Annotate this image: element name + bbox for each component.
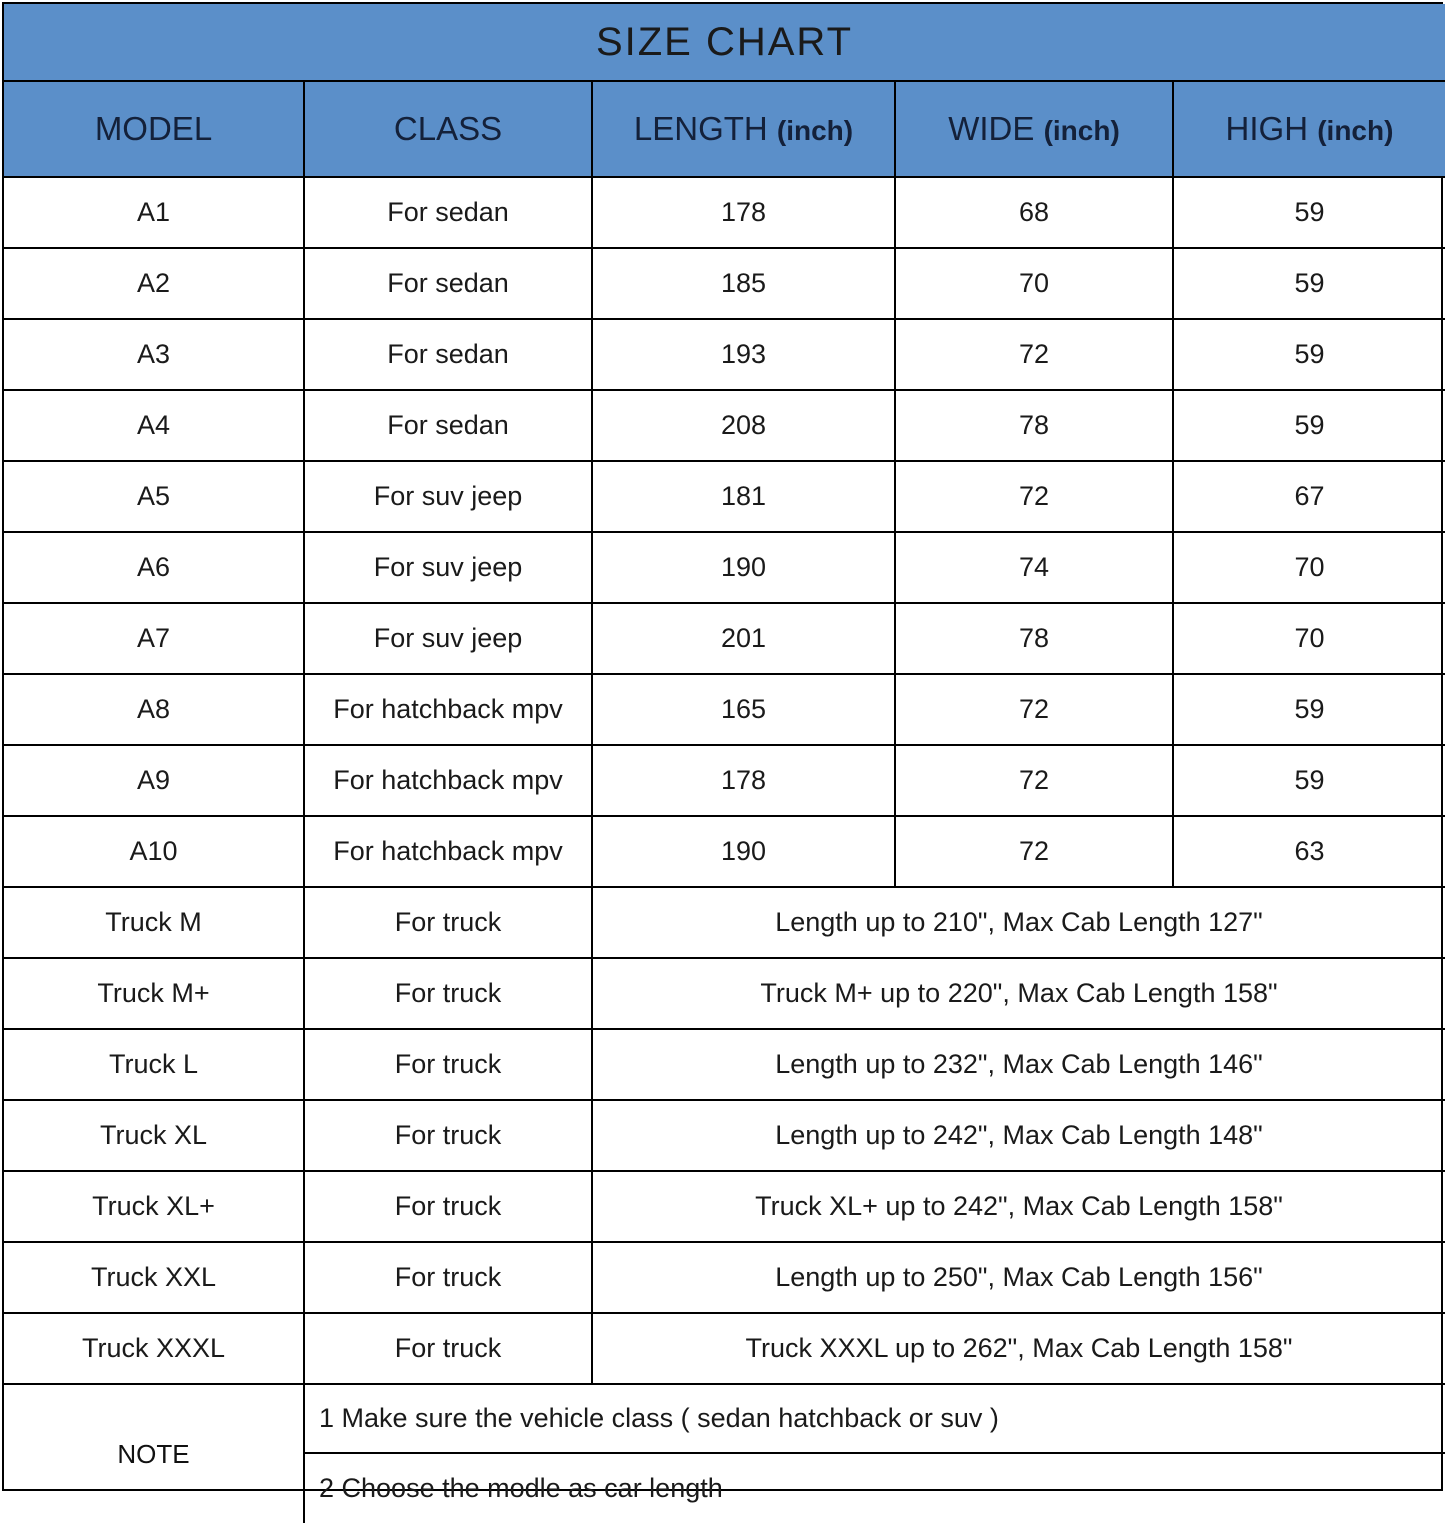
- cell-high: 70: [1173, 532, 1445, 603]
- column-header-model: MODEL: [4, 81, 304, 177]
- table-row-truck: [4, 958, 1445, 1029]
- cell-model: A6: [4, 532, 304, 603]
- cell-class: For suv jeep: [304, 461, 592, 532]
- table-row: [4, 248, 1445, 319]
- cell-class: For sedan: [304, 248, 592, 319]
- cell-model: A3: [4, 319, 304, 390]
- cell-model: Truck L: [4, 1029, 304, 1100]
- cell-class: For hatchback mpv: [304, 674, 592, 745]
- table-row-truck: [4, 1171, 1445, 1242]
- cell-high: 59: [1173, 319, 1445, 390]
- cell-length: 193: [592, 319, 895, 390]
- cell-spec: Truck XL+ up to 242", Max Cab Length 158": [592, 1171, 1445, 1242]
- cell-model: A2: [4, 248, 304, 319]
- column-header-high-text: HIGH: [1225, 110, 1309, 147]
- cell-high: 59: [1173, 248, 1445, 319]
- column-header-wide-unit: (inch): [1043, 115, 1120, 146]
- page-title: SIZE CHART: [4, 4, 1445, 81]
- table-row: [4, 816, 1445, 887]
- cell-wide: 68: [895, 177, 1173, 248]
- cell-spec: Truck XXXL up to 262", Max Cab Length 158": [592, 1313, 1445, 1384]
- cell-model: A7: [4, 603, 304, 674]
- cell-model: A1: [4, 177, 304, 248]
- cell-model: Truck M: [4, 887, 304, 958]
- cell-model: A10: [4, 816, 304, 887]
- table-row-truck: [4, 1313, 1445, 1384]
- cell-model: Truck M+: [4, 958, 304, 1029]
- column-header-length: [592, 81, 895, 177]
- note-content: [304, 1384, 1445, 1523]
- cell-high: 70: [1173, 603, 1445, 674]
- table-row: [4, 319, 1445, 390]
- cell-length: 201: [592, 603, 895, 674]
- table-row: [4, 603, 1445, 674]
- cell-spec: Length up to 232", Max Cab Length 146": [592, 1029, 1445, 1100]
- table-row: [4, 674, 1445, 745]
- cell-model: A4: [4, 390, 304, 461]
- cell-spec: Truck M+ up to 220", Max Cab Length 158": [592, 958, 1445, 1029]
- column-header-high-unit: (inch): [1317, 115, 1394, 146]
- cell-model: Truck XL+: [4, 1171, 304, 1242]
- cell-class: For sedan: [304, 390, 592, 461]
- cell-length: 178: [592, 745, 895, 816]
- table-row: [4, 390, 1445, 461]
- size-chart-table: [4, 4, 1445, 1523]
- note-line-1: 1 Make sure the vehicle class ( sedan hatchback or suv ): [305, 1385, 1445, 1454]
- table-row-truck: [4, 1100, 1445, 1171]
- cell-wide: 72: [895, 816, 1173, 887]
- table-row: [4, 745, 1445, 816]
- cell-length: 190: [592, 816, 895, 887]
- cell-wide: 72: [895, 745, 1173, 816]
- cell-model: A8: [4, 674, 304, 745]
- cell-class: For truck: [304, 1100, 592, 1171]
- table-row-truck: [4, 1242, 1445, 1313]
- column-header-class: CLASS: [304, 81, 592, 177]
- cell-class: For sedan: [304, 177, 592, 248]
- cell-model: Truck XXXL: [4, 1313, 304, 1384]
- cell-class: For truck: [304, 1242, 592, 1313]
- cell-high: 63: [1173, 816, 1445, 887]
- cell-high: 59: [1173, 177, 1445, 248]
- cell-spec: Length up to 250", Max Cab Length 156": [592, 1242, 1445, 1313]
- cell-wide: 74: [895, 532, 1173, 603]
- cell-wide: 72: [895, 319, 1173, 390]
- column-header-length-unit: (inch): [776, 115, 854, 146]
- cell-class: For truck: [304, 958, 592, 1029]
- cell-wide: 72: [895, 461, 1173, 532]
- cell-class: For truck: [304, 887, 592, 958]
- table-row: [4, 177, 1445, 248]
- note-row: [4, 1384, 1445, 1523]
- column-header-length-text: LENGTH: [633, 110, 768, 147]
- cell-length: 185: [592, 248, 895, 319]
- cell-wide: 78: [895, 603, 1173, 674]
- table-row: [4, 532, 1445, 603]
- cell-high: 59: [1173, 674, 1445, 745]
- column-header-wide-text: WIDE: [948, 110, 1035, 147]
- cell-high: 59: [1173, 745, 1445, 816]
- note-line-2: 2 Choose the modle as car length: [319, 1473, 723, 1503]
- chart-title-row: [4, 4, 1445, 81]
- cell-model: A5: [4, 461, 304, 532]
- cell-class: For hatchback mpv: [304, 816, 592, 887]
- cell-class: For hatchback mpv: [304, 745, 592, 816]
- cell-wide: 70: [895, 248, 1173, 319]
- table-row-truck: [4, 1029, 1445, 1100]
- table-row: [4, 461, 1445, 532]
- cell-model: A9: [4, 745, 304, 816]
- cell-model: Truck XXL: [4, 1242, 304, 1313]
- cell-class: For sedan: [304, 319, 592, 390]
- cell-high: 67: [1173, 461, 1445, 532]
- cell-model: Truck XL: [4, 1100, 304, 1171]
- cell-spec: Length up to 242", Max Cab Length 148": [592, 1100, 1445, 1171]
- table-row-truck: [4, 887, 1445, 958]
- cell-class: For suv jeep: [304, 603, 592, 674]
- cell-spec: Length up to 210", Max Cab Length 127": [592, 887, 1445, 958]
- size-chart-container: [2, 2, 1443, 1503]
- column-header-row: [4, 81, 1445, 177]
- cell-length: 208: [592, 390, 895, 461]
- cell-length: 190: [592, 532, 895, 603]
- column-header-high: [1173, 81, 1445, 177]
- cell-class: For truck: [304, 1313, 592, 1384]
- cell-wide: 78: [895, 390, 1173, 461]
- cell-length: 165: [592, 674, 895, 745]
- cell-high: 59: [1173, 390, 1445, 461]
- cell-length: 181: [592, 461, 895, 532]
- column-header-wide: [895, 81, 1173, 177]
- cell-wide: 72: [895, 674, 1173, 745]
- cell-class: For truck: [304, 1171, 592, 1242]
- cell-class: For suv jeep: [304, 532, 592, 603]
- cell-class: For truck: [304, 1029, 592, 1100]
- note-label: NOTE: [4, 1384, 304, 1523]
- cell-length: 178: [592, 177, 895, 248]
